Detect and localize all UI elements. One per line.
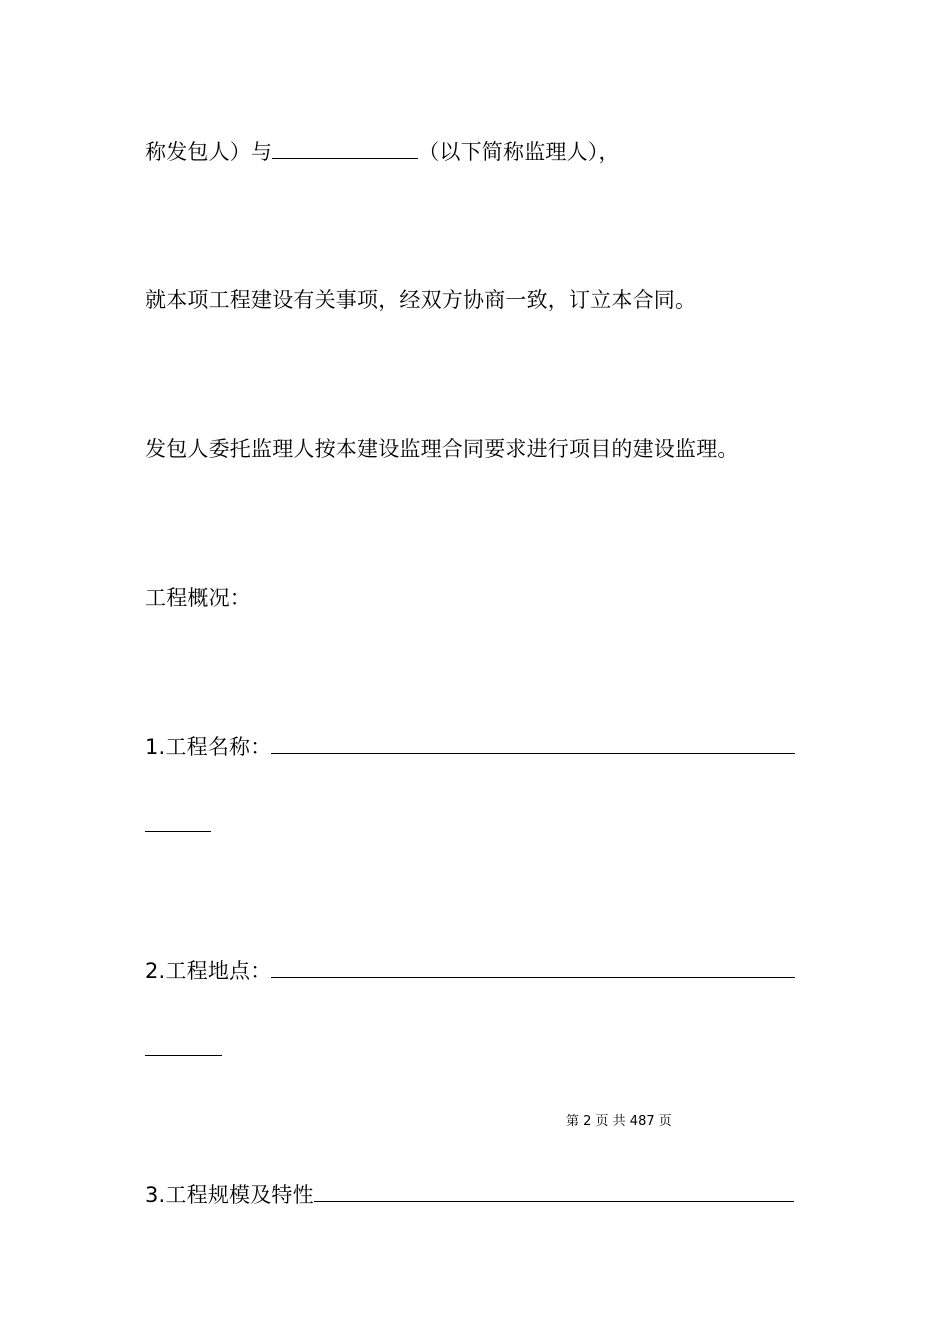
field-label: 3.工程规模及特性 [145, 1183, 314, 1207]
paragraph-text: 称发包人）与 [145, 140, 273, 164]
field-project-scale [145, 1181, 794, 1209]
supervisor-name-blank[interactable] [272, 138, 418, 159]
paragraph-agreement: 就本项工程建设有关事项，经双方协商一致，订立本合同。 [145, 288, 697, 312]
project-name-blank[interactable] [271, 733, 795, 754]
paragraph-entrustment: 发包人委托监理人按本建设监理合同要求进行项目的建设监理。 [145, 437, 739, 461]
paragraph-contractor-intro [145, 138, 620, 166]
project-scale-blank[interactable] [314, 1181, 794, 1202]
field-project-name [145, 733, 795, 761]
page-number: 第 2 页 共 487 页 [566, 1114, 672, 1129]
field-project-location [145, 957, 795, 985]
field-label: 1.工程名称： [145, 735, 272, 759]
field-label: 2.工程地点： [145, 959, 272, 983]
section-heading-project-overview: 工程概况： [145, 586, 251, 610]
project-location-blank-continuation[interactable] [145, 1055, 222, 1056]
project-location-blank[interactable] [271, 957, 795, 978]
paragraph-text: （以下简称监理人）， [418, 140, 620, 164]
project-name-blank-continuation[interactable] [145, 831, 211, 832]
